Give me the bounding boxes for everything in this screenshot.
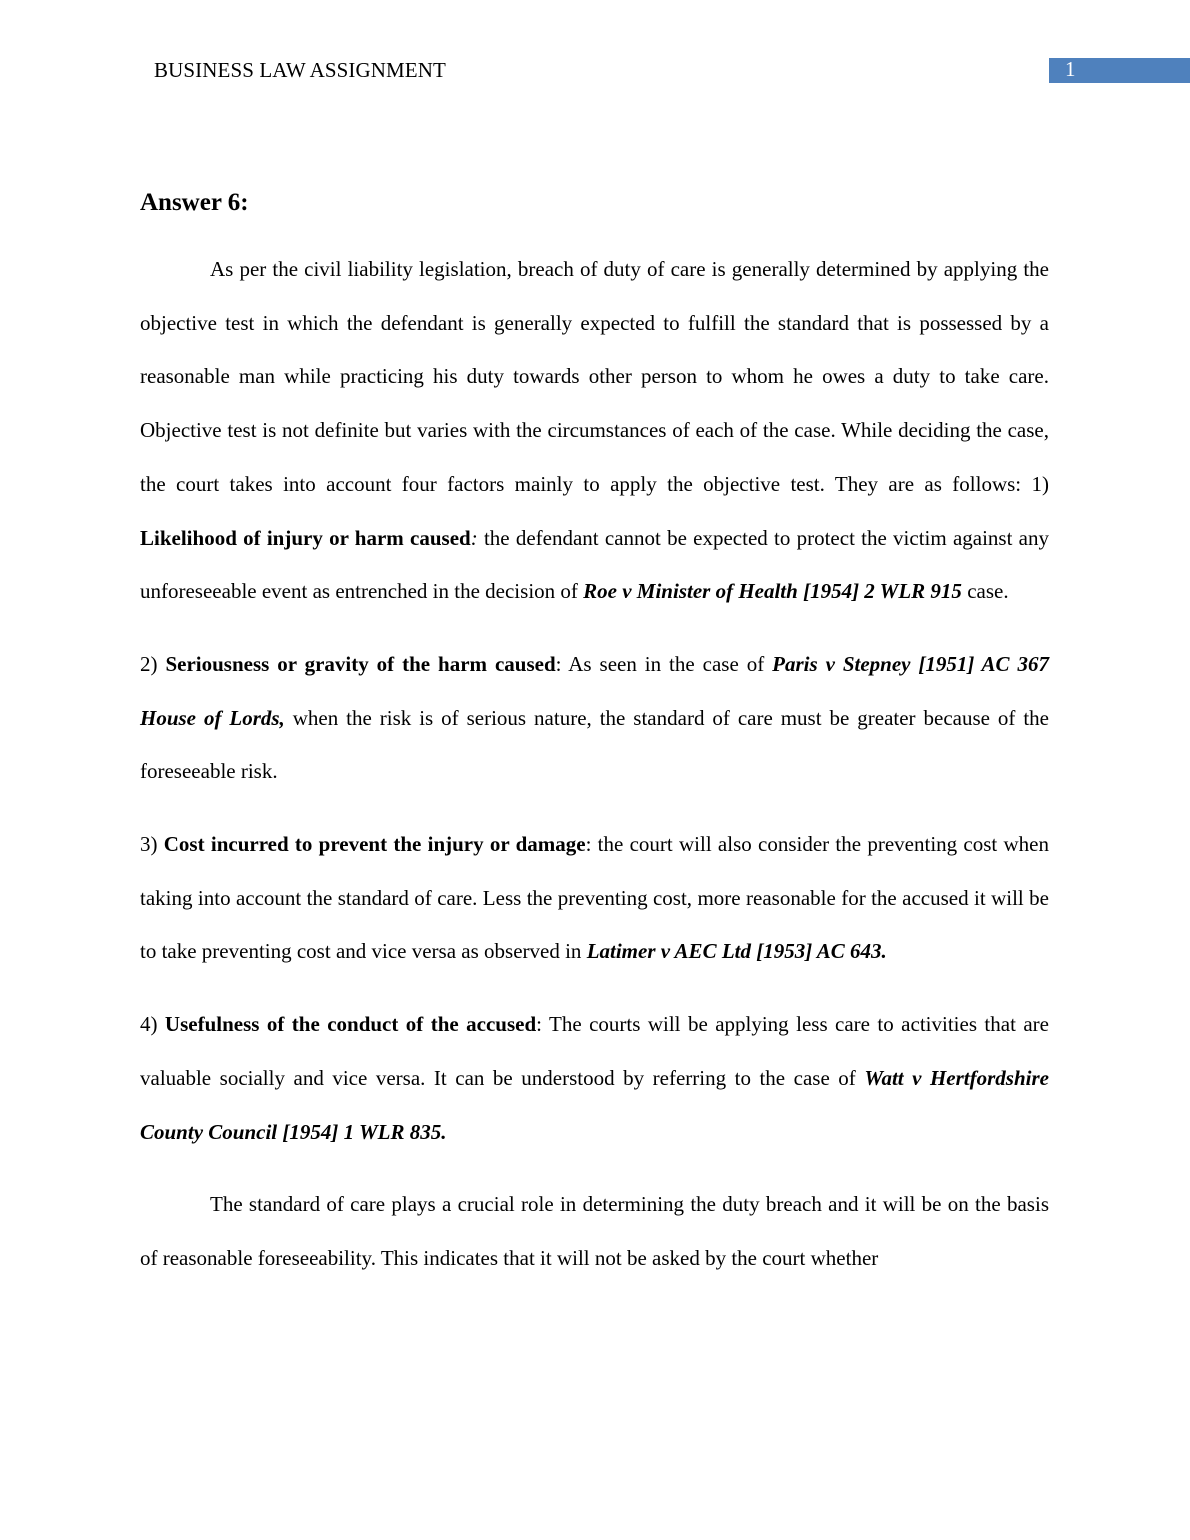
text-run: : the court will also consider the preventing cost when taking into account the standard of care. Less the preventing cost, more reasonable for the accused it will be to take preventing cost and vice versa as observed in bbox=[140, 832, 1049, 964]
case-citation: Latimer v AEC Ltd [1953] AC 643. bbox=[586, 939, 887, 964]
page-number: 1 bbox=[1065, 57, 1076, 81]
paragraph-factor-4 bbox=[140, 998, 1049, 1159]
text-run: : As seen in the case of bbox=[555, 651, 773, 676]
paragraph-standard-of-care bbox=[140, 1178, 1049, 1285]
text-run: 2) bbox=[140, 651, 166, 676]
factor-title: Usefulness of the conduct of the accused bbox=[164, 1012, 537, 1037]
paragraph-factor-3 bbox=[140, 818, 1049, 979]
text-run: 3) bbox=[140, 832, 164, 857]
document-body bbox=[140, 186, 1049, 1286]
text-run: As per the civil liability legislation, breach of duty of care is generally determined by applying the objective test in which the defendant is generally expected to fulfill the standard that is possessed by a reasonable man while practicing his duty towards other person to whom he owes a duty to take care. Objective test is not definite but varies with the circumstances of each of the case. While deciding the case, the court takes into account four factors mainly to apply the objective test. They are as follows: 1) bbox=[140, 257, 1049, 496]
factor-title: Seriousness or gravity of the harm caused bbox=[165, 651, 556, 676]
paragraph-factor-2 bbox=[140, 638, 1049, 799]
text-run: : bbox=[470, 525, 478, 550]
page-number-bar bbox=[1049, 58, 1190, 83]
answer-heading: Answer 6: bbox=[140, 189, 249, 216]
text-run: the defendant cannot be expected to protect the victim against any unforeseeable event as entrenched in the decision of bbox=[140, 525, 1049, 604]
case-citation: Watt v Hertfordshire County Council [1954] 1 WLR 835. bbox=[140, 1065, 1049, 1144]
case-citation: Roe v Minister of Health [1954] 2 WLR 915 bbox=[583, 579, 962, 604]
header-title: BUSINESS LAW ASSIGNMENT bbox=[154, 58, 446, 82]
text-run: The standard of care plays a crucial role in determining the duty breach and it will be on the basis of reasonable foreseeability. This indicates that it will not be asked by the court whether bbox=[140, 1192, 1049, 1270]
text-run: case. bbox=[961, 579, 1009, 604]
case-citation: Paris v Stepney [1951] AC 367 House of Lords, bbox=[140, 651, 1049, 730]
text-run: 4) bbox=[140, 1012, 165, 1037]
factor-title: Cost incurred to prevent the injury or damage bbox=[163, 832, 586, 857]
factor-title: Likelihood of injury or harm caused bbox=[140, 525, 471, 550]
text-run: when the risk is of serious nature, the standard of care must be greater because of the foreseeable risk. bbox=[140, 705, 1049, 784]
text-run: : The courts will be applying less care to activities that are valuable socially and vice versa. It can be understood by referring to the case of bbox=[140, 1012, 1049, 1090]
paragraph-intro bbox=[140, 243, 1049, 619]
